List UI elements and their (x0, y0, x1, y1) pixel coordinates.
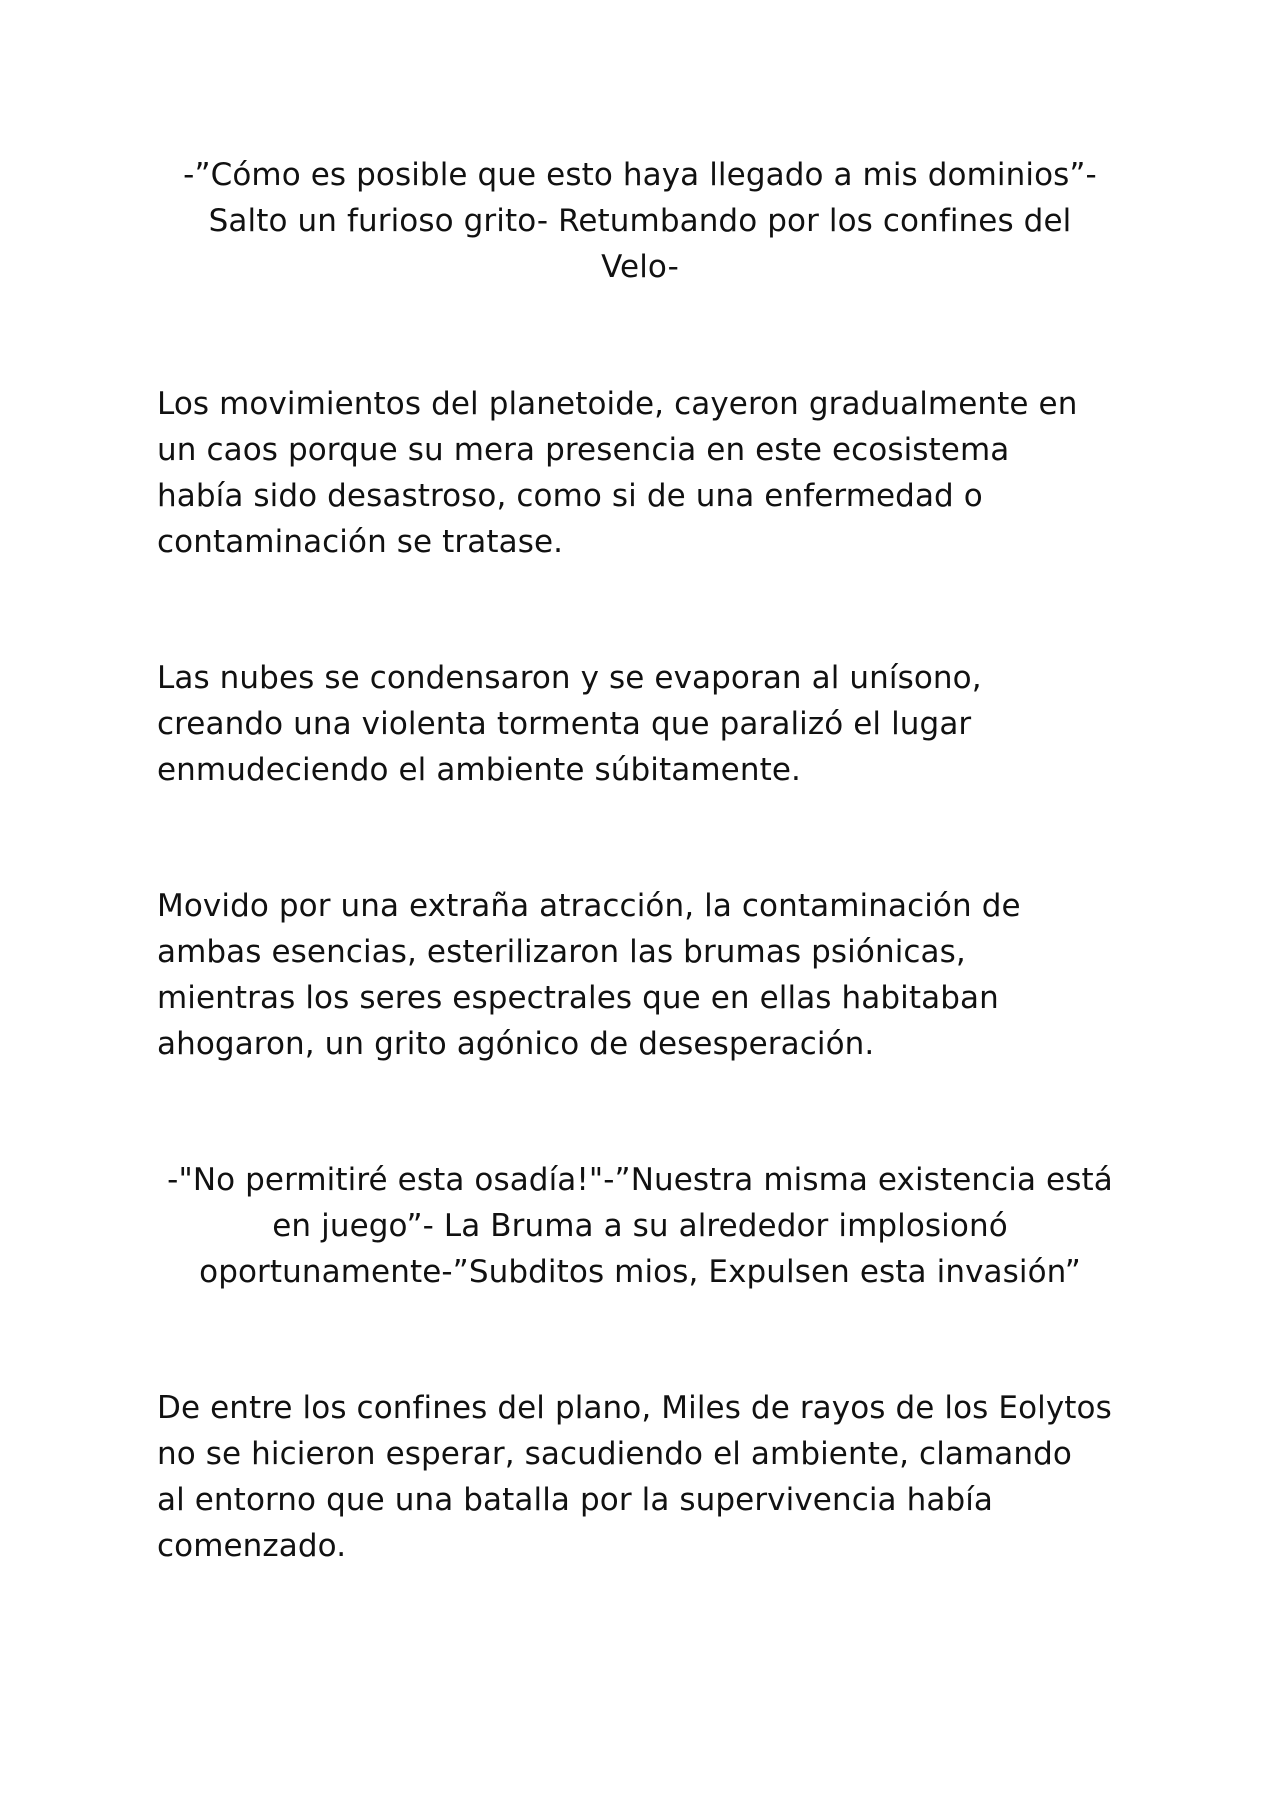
paragraph-line: -"No permitiré esta osadía!"-”Nuestra misma existencia está (167, 1162, 1113, 1198)
paragraph-5 (140, 1157, 1140, 1295)
paragraph-line: Velo- (601, 249, 679, 285)
paragraph-line: creando una violenta tormenta que paralizó el lugar (157, 706, 972, 742)
paragraph-1 (140, 152, 1140, 290)
paragraph-line: en juego”- La Bruma a su alrededor implosionó (272, 1208, 1008, 1244)
paragraph-6 (157, 1385, 1112, 1569)
paragraph-line: Movido por una extraña atracción, la contaminación de (157, 888, 1021, 924)
paragraph-line: ambas esencias, esterilizaron las brumas psiónicas, (157, 934, 966, 970)
paragraph-line: oportunamente-”Subditos mios, Expulsen esta invasión” (199, 1254, 1081, 1290)
paragraph-3 (157, 655, 982, 793)
paragraph-line: contaminación se tratase. (157, 524, 564, 560)
paragraph-line: había sido desastroso, como si de una enfermedad o (157, 478, 983, 514)
paragraph-line: mientras los seres espectrales que en ellas habitaban (157, 980, 999, 1016)
paragraph-line: al entorno que una batalla por la supervivencia había (157, 1482, 994, 1518)
paragraph-line: Salto un furioso grito- Retumbando por los confines del (208, 203, 1072, 239)
paragraph-line: Las nubes se condensaron y se evaporan al unísono, (157, 660, 982, 696)
paragraph-line: Los movimientos del planetoide, cayeron gradualmente en (157, 386, 1078, 422)
paragraph-2 (157, 381, 1077, 565)
paragraph-line: ahogaron, un grito agónico de desesperación. (157, 1026, 875, 1062)
paragraph-line: -”Cómo es posible que esto haya llegado a mis dominios”- (183, 157, 1097, 193)
paragraph-line: comenzado. (157, 1528, 347, 1564)
paragraph-line: un caos porque su mera presencia en este ecosistema (157, 432, 1010, 468)
paragraph-line: enmudeciendo el ambiente súbitamente. (157, 752, 801, 788)
paragraph-line: De entre los confines del plano, Miles de rayos de los Eolytos (157, 1390, 1112, 1426)
paragraph-4 (157, 883, 1021, 1067)
paragraph-line: no se hicieron esperar, sacudiendo el ambiente, clamando (157, 1436, 1072, 1472)
